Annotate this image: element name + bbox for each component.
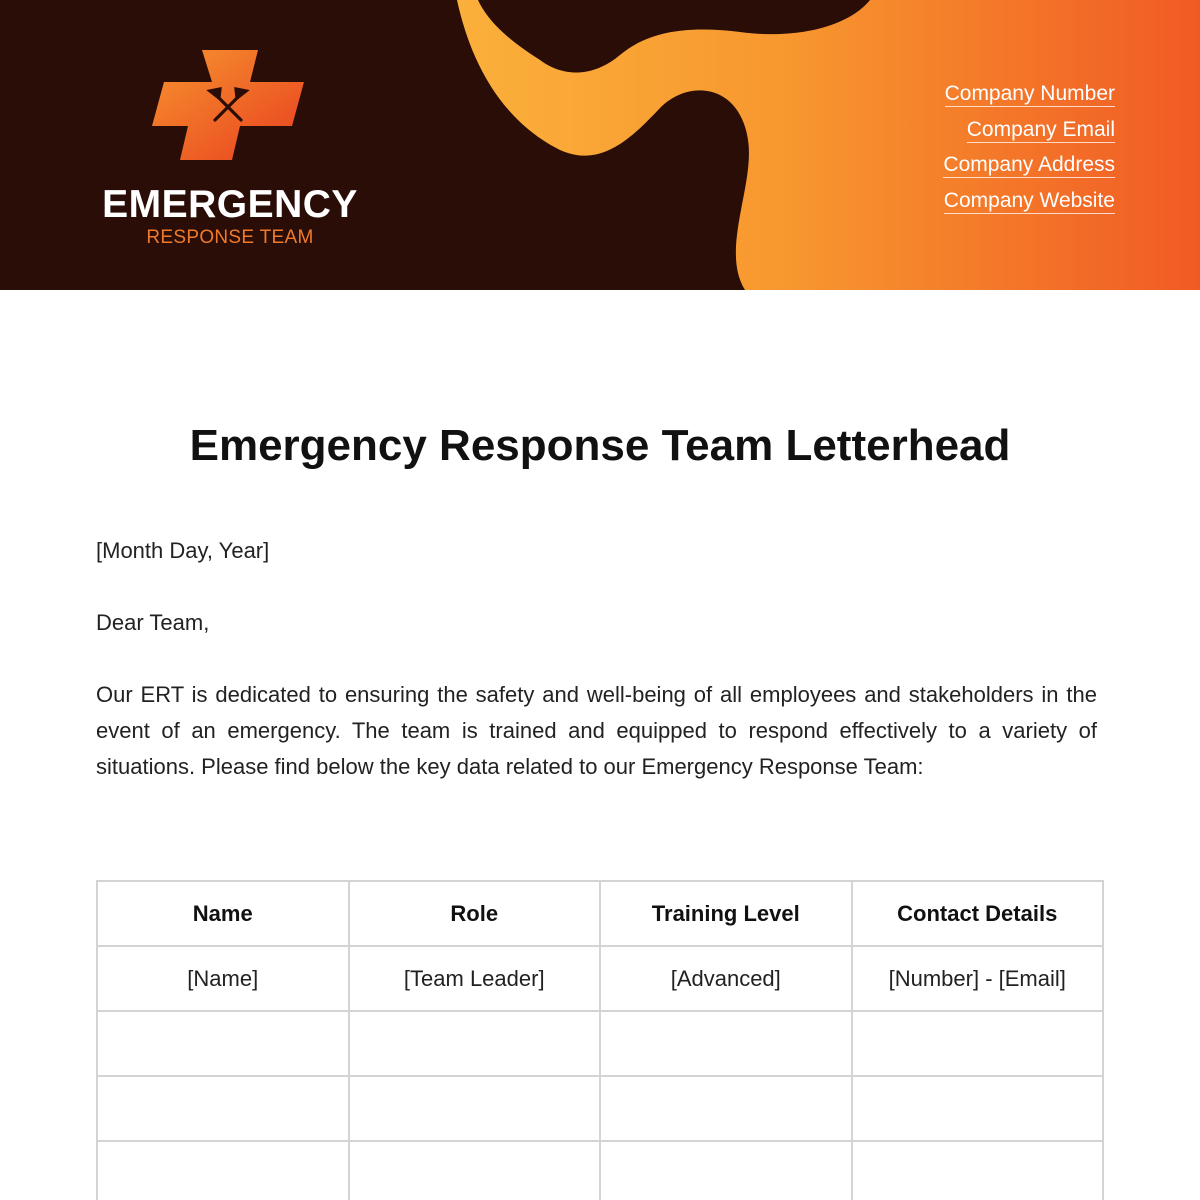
table-cell <box>852 1011 1104 1076</box>
table-cell <box>349 1011 601 1076</box>
document-title: Emergency Response Team Letterhead <box>189 421 1011 470</box>
table-cell <box>852 1141 1104 1200</box>
table-cell <box>349 1076 601 1141</box>
logo-cross-icon <box>152 50 304 160</box>
logo-title: EMERGENCY <box>102 183 358 226</box>
letterhead-header <box>0 0 1200 290</box>
table-cell <box>600 1011 852 1076</box>
table-cell <box>97 1076 349 1141</box>
table-cell <box>97 1141 349 1200</box>
table-cell: [Advanced] <box>600 946 852 1011</box>
letter-date: [Month Day, Year] <box>96 538 270 563</box>
column-header-training-level: Training Level <box>600 881 852 946</box>
company-email: Company Email <box>966 117 1115 141</box>
column-header-role: Role <box>349 881 601 946</box>
table-cell <box>97 1011 349 1076</box>
company-number: Company Number <box>944 82 1115 105</box>
table-row <box>97 1076 1103 1141</box>
table-cell <box>349 1141 601 1200</box>
table-header-row <box>97 881 1103 946</box>
company-contact-block <box>943 82 1115 224</box>
table-cell: [Number] - [Email] <box>852 946 1104 1011</box>
table-cell: [Name] <box>97 946 349 1011</box>
table-cell <box>852 1076 1104 1141</box>
column-header-contact-details: Contact Details <box>852 881 1104 946</box>
table-cell: [Team Leader] <box>349 946 601 1011</box>
company-address: Company Address <box>943 153 1115 176</box>
table-row <box>97 946 1103 1011</box>
table-row <box>97 1141 1103 1200</box>
letter-greeting: Dear Team, <box>96 610 210 635</box>
table-cell <box>600 1141 852 1200</box>
company-website: Company Website <box>943 188 1115 212</box>
table-row <box>97 1011 1103 1076</box>
team-data-table <box>96 880 1104 1200</box>
logo-subtitle: RESPONSE TEAM <box>146 227 314 248</box>
column-header-name: Name <box>97 881 349 946</box>
table-cell <box>600 1076 852 1141</box>
letter-intro-paragraph: Our ERT is dedicated to ensuring the safety and well-being of all employees and stakeholders in the event of an emergency. The team is trained and equipped to respond effectively to a variety of situations. Please find below the key data related to our Emergency Response Team: <box>96 682 1097 779</box>
